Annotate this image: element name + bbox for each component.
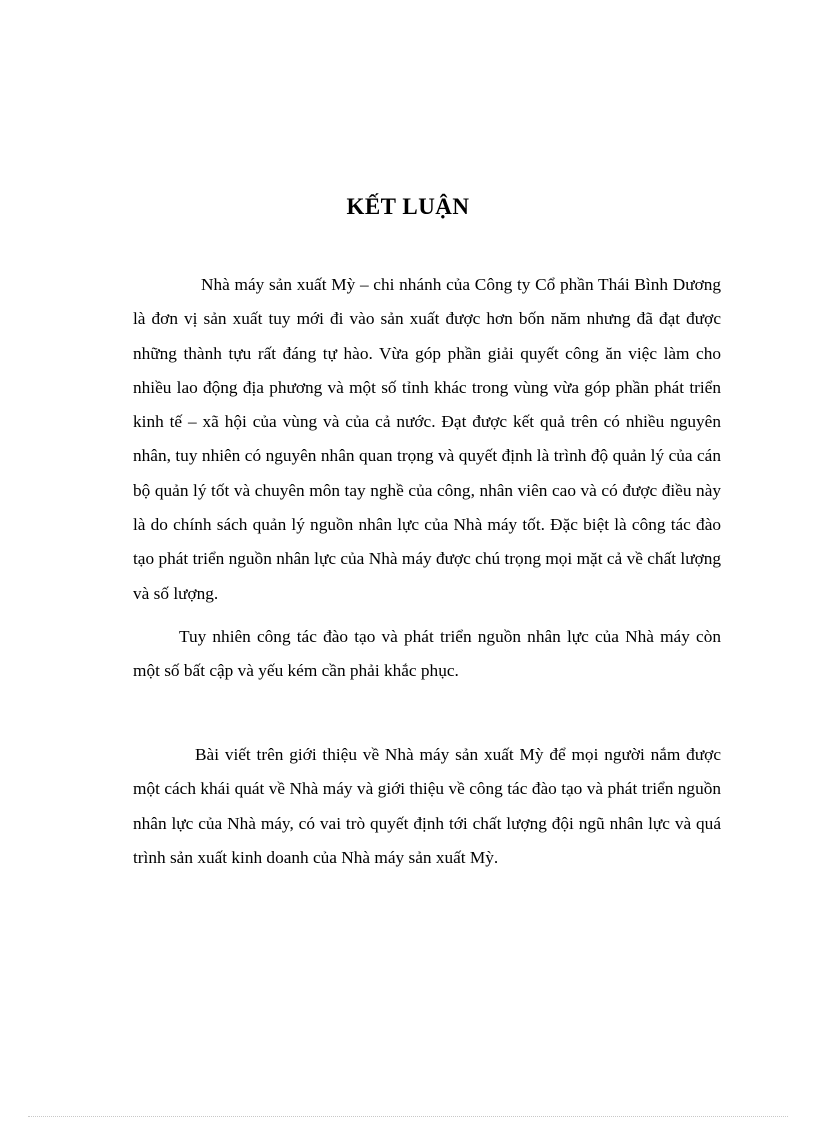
paragraph-2: Tuy nhiên công tác đào tạo và phát triển nguồn nhân lực của Nhà máy còn một số bất cập và yếu kém cần phải khắc phục.	[133, 627, 721, 681]
page-title: KẾT LUẬN	[346, 194, 470, 219]
paragraph-1: Nhà máy sản xuất Mỳ – chi nhánh của Công ty Cổ phần Thái Bình Dương là đơn vị sản xuất tuy mới đi vào sản xuất được hơn bốn năm nhưng đã đạt được những thành tựu rất đáng tự hào. Vừa góp phần giải quyết công ăn việc làm cho nhiều lao động địa phương và một số tỉnh khác trong vùng vừa góp phần phát triển kinh tế – xã hội của vùng và của cả nước. Đạt được kết quả trên có nhiều nguyên nhân, tuy nhiên có nguyên nhân quan trọng và quyết định là trình độ quản lý của cán bộ quản lý tốt và chuyên môn tay nghề của công, nhân viên cao và có được điều này là do chính sách quản lý nguồn nhân lực của Nhà máy tốt. Đặc biệt là công tác đào tạo phát triển nguồn nhân lực của Nhà máy được chú trọng mọi mặt cả về chất lượng và số lượng.	[133, 275, 721, 603]
paragraph-3: Bài viết trên giới thiệu về Nhà máy sản xuất Mỳ để mọi người nắm được một cách khái quát về Nhà máy và giới thiệu về công tác đào tạo và phát triển nguồn nhân lực của Nhà máy, có vai trò quyết định tới chất lượng đội ngũ nhân lực và quá trình sản xuất kinh doanh của Nhà máy sản xuất Mỳ.	[133, 745, 721, 867]
page-bottom-divider	[28, 1116, 788, 1117]
